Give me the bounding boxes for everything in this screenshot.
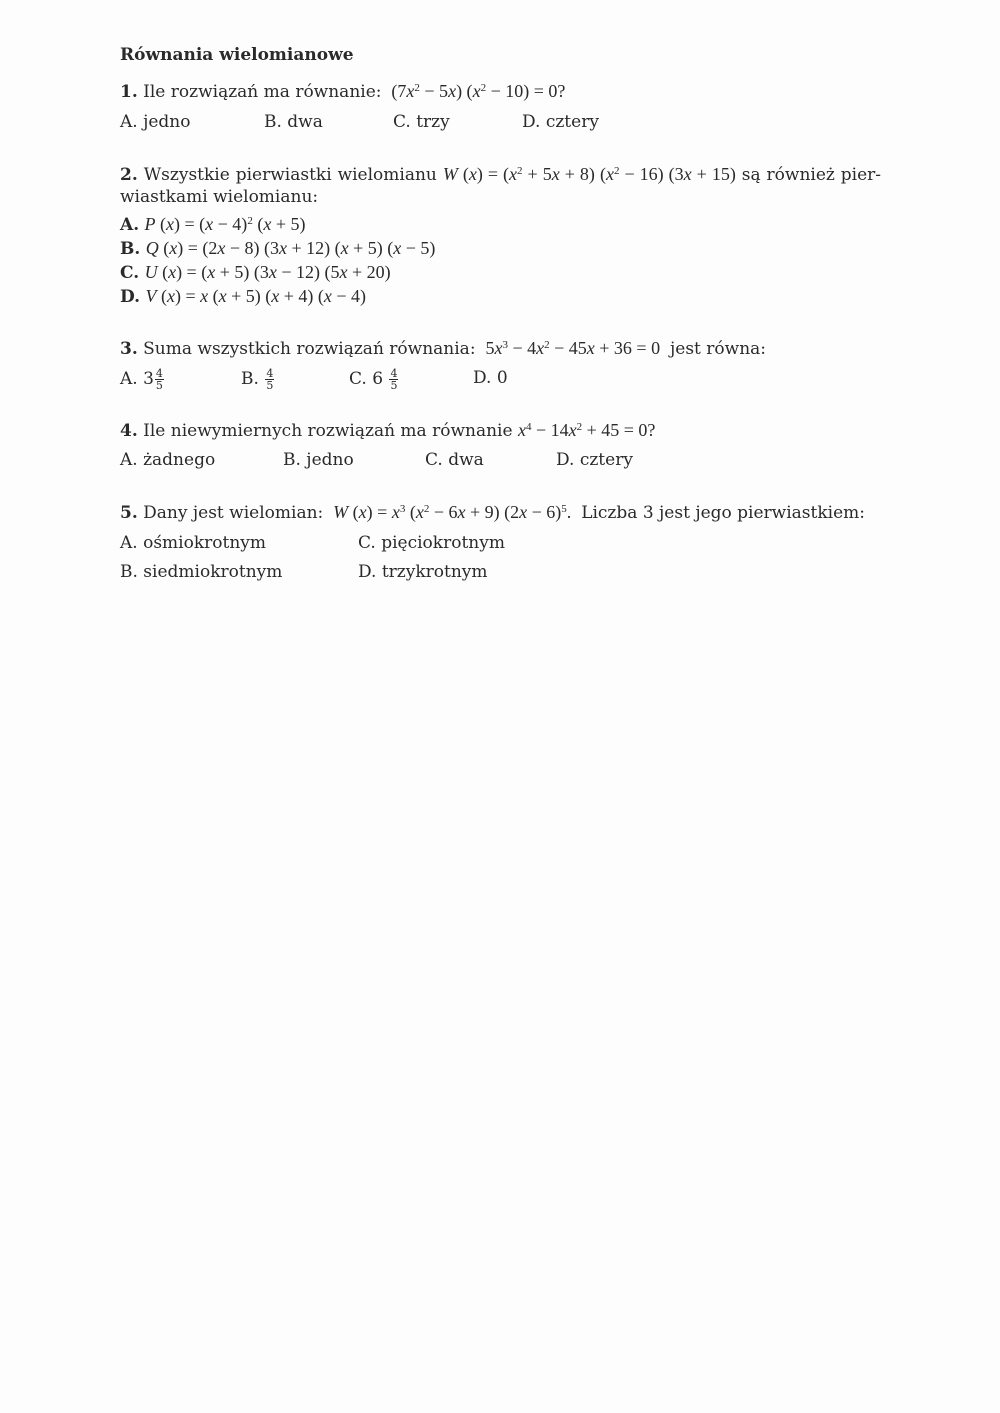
option-letter: B. (120, 239, 141, 259)
answer-d[interactable]: D. cztery (522, 112, 599, 132)
answer-d[interactable]: D. trzykrotnym (358, 562, 488, 582)
equation: $x^4 - 14x^2 + 45 = 0$? (517, 420, 656, 440)
option-a[interactable] (120, 214, 305, 235)
option-d[interactable] (120, 286, 366, 307)
answer-label: B. (241, 369, 259, 389)
answer-b[interactable]: B. dwa (264, 112, 323, 132)
equation: $(7x^2 - 5x) (x^2 - 10) = 0$? (386, 81, 566, 101)
answer-a[interactable] (120, 368, 164, 391)
question-number: 5. (120, 503, 138, 523)
answer-a[interactable]: A. ośmiokrotnym (120, 533, 267, 553)
numerator: 4 (266, 367, 274, 380)
answer-d[interactable]: D. cztery (556, 450, 633, 470)
answer-c[interactable]: C. trzy (393, 112, 450, 132)
answer-c[interactable]: C. dwa (425, 450, 484, 470)
option-c[interactable] (120, 262, 391, 283)
fraction (155, 368, 164, 391)
question-2-line-2: wiastkami wielomianu: (120, 187, 319, 207)
option-b[interactable] (120, 238, 435, 259)
question-5 (120, 502, 865, 523)
answer-label: C. 6 (349, 369, 384, 389)
option-letter: A. (120, 215, 140, 235)
option-formula: U (x) = (x + 5) (3x − 12) (5x + 20) (144, 262, 391, 282)
question-1 (120, 81, 565, 102)
answer-b[interactable]: B. siedmiokrotnym (120, 562, 283, 582)
answer-a[interactable]: A. żadnego (120, 450, 216, 470)
option-formula: V (x) = x (x + 5) (x + 4) (x − 4) (145, 286, 367, 306)
answer-a[interactable]: A. jedno (120, 112, 191, 132)
answer-b[interactable]: B. jedno (283, 450, 354, 470)
equation: W $(x) = (x^2 + 5x + 8) (x^2 - 16) (3x + 15)$ (442, 164, 736, 184)
question-text: Wszystkie pierwiastki wielomianu (143, 165, 437, 185)
question-text: Suma wszystkich rozwiązań równania: (143, 339, 476, 359)
answer-label: A. 3 (120, 369, 154, 389)
option-formula: P $(x) = (x - 4)^2$ (x + 5) (144, 214, 306, 234)
question-number: 1. (120, 82, 138, 102)
option-formula: Q (x) = (2x − 8) (3x + 12) (x + 5) (x − 5) (145, 238, 436, 258)
fraction (265, 368, 274, 391)
denominator: 5 (390, 379, 398, 392)
numerator: 4 (155, 367, 163, 380)
page-title: Równania wielomianowe (120, 45, 354, 65)
question-text-tail: Liczba 3 jest jego pierwiastkiem: (581, 503, 866, 523)
question-text: Ile rozwiązań ma równanie: (143, 82, 382, 102)
question-text: Dany jest wielomian: (143, 503, 324, 523)
question-text-tail: jest równa: (669, 339, 766, 359)
question-number: 3. (120, 339, 138, 359)
question-2-line-1 (120, 164, 881, 185)
equation: W $(x) = x^3$ $(x^2 - 6x + 9) (2x - 6)^5$. (333, 502, 576, 522)
answer-c[interactable] (349, 368, 398, 391)
question-text-tail: są również pier- (741, 165, 882, 185)
question-4 (120, 420, 655, 441)
answer-c[interactable]: C. pięciokrotnym (358, 533, 505, 553)
question-number: 4. (120, 421, 138, 441)
numerator: 4 (390, 367, 398, 380)
question-number: 2. (120, 165, 138, 185)
equation: $5x^3 - 4x^2 - 45x + 36 = 0$ (480, 338, 665, 358)
question-3 (120, 338, 766, 359)
question-text: Ile niewymiernych rozwiązań ma równanie (143, 421, 513, 441)
fraction (389, 368, 398, 391)
denominator: 5 (155, 379, 163, 392)
option-letter: D. (120, 287, 141, 307)
answer-b[interactable] (241, 368, 274, 391)
answer-d[interactable]: D. 0 (473, 368, 508, 388)
denominator: 5 (266, 379, 274, 392)
option-letter: C. (120, 263, 140, 283)
